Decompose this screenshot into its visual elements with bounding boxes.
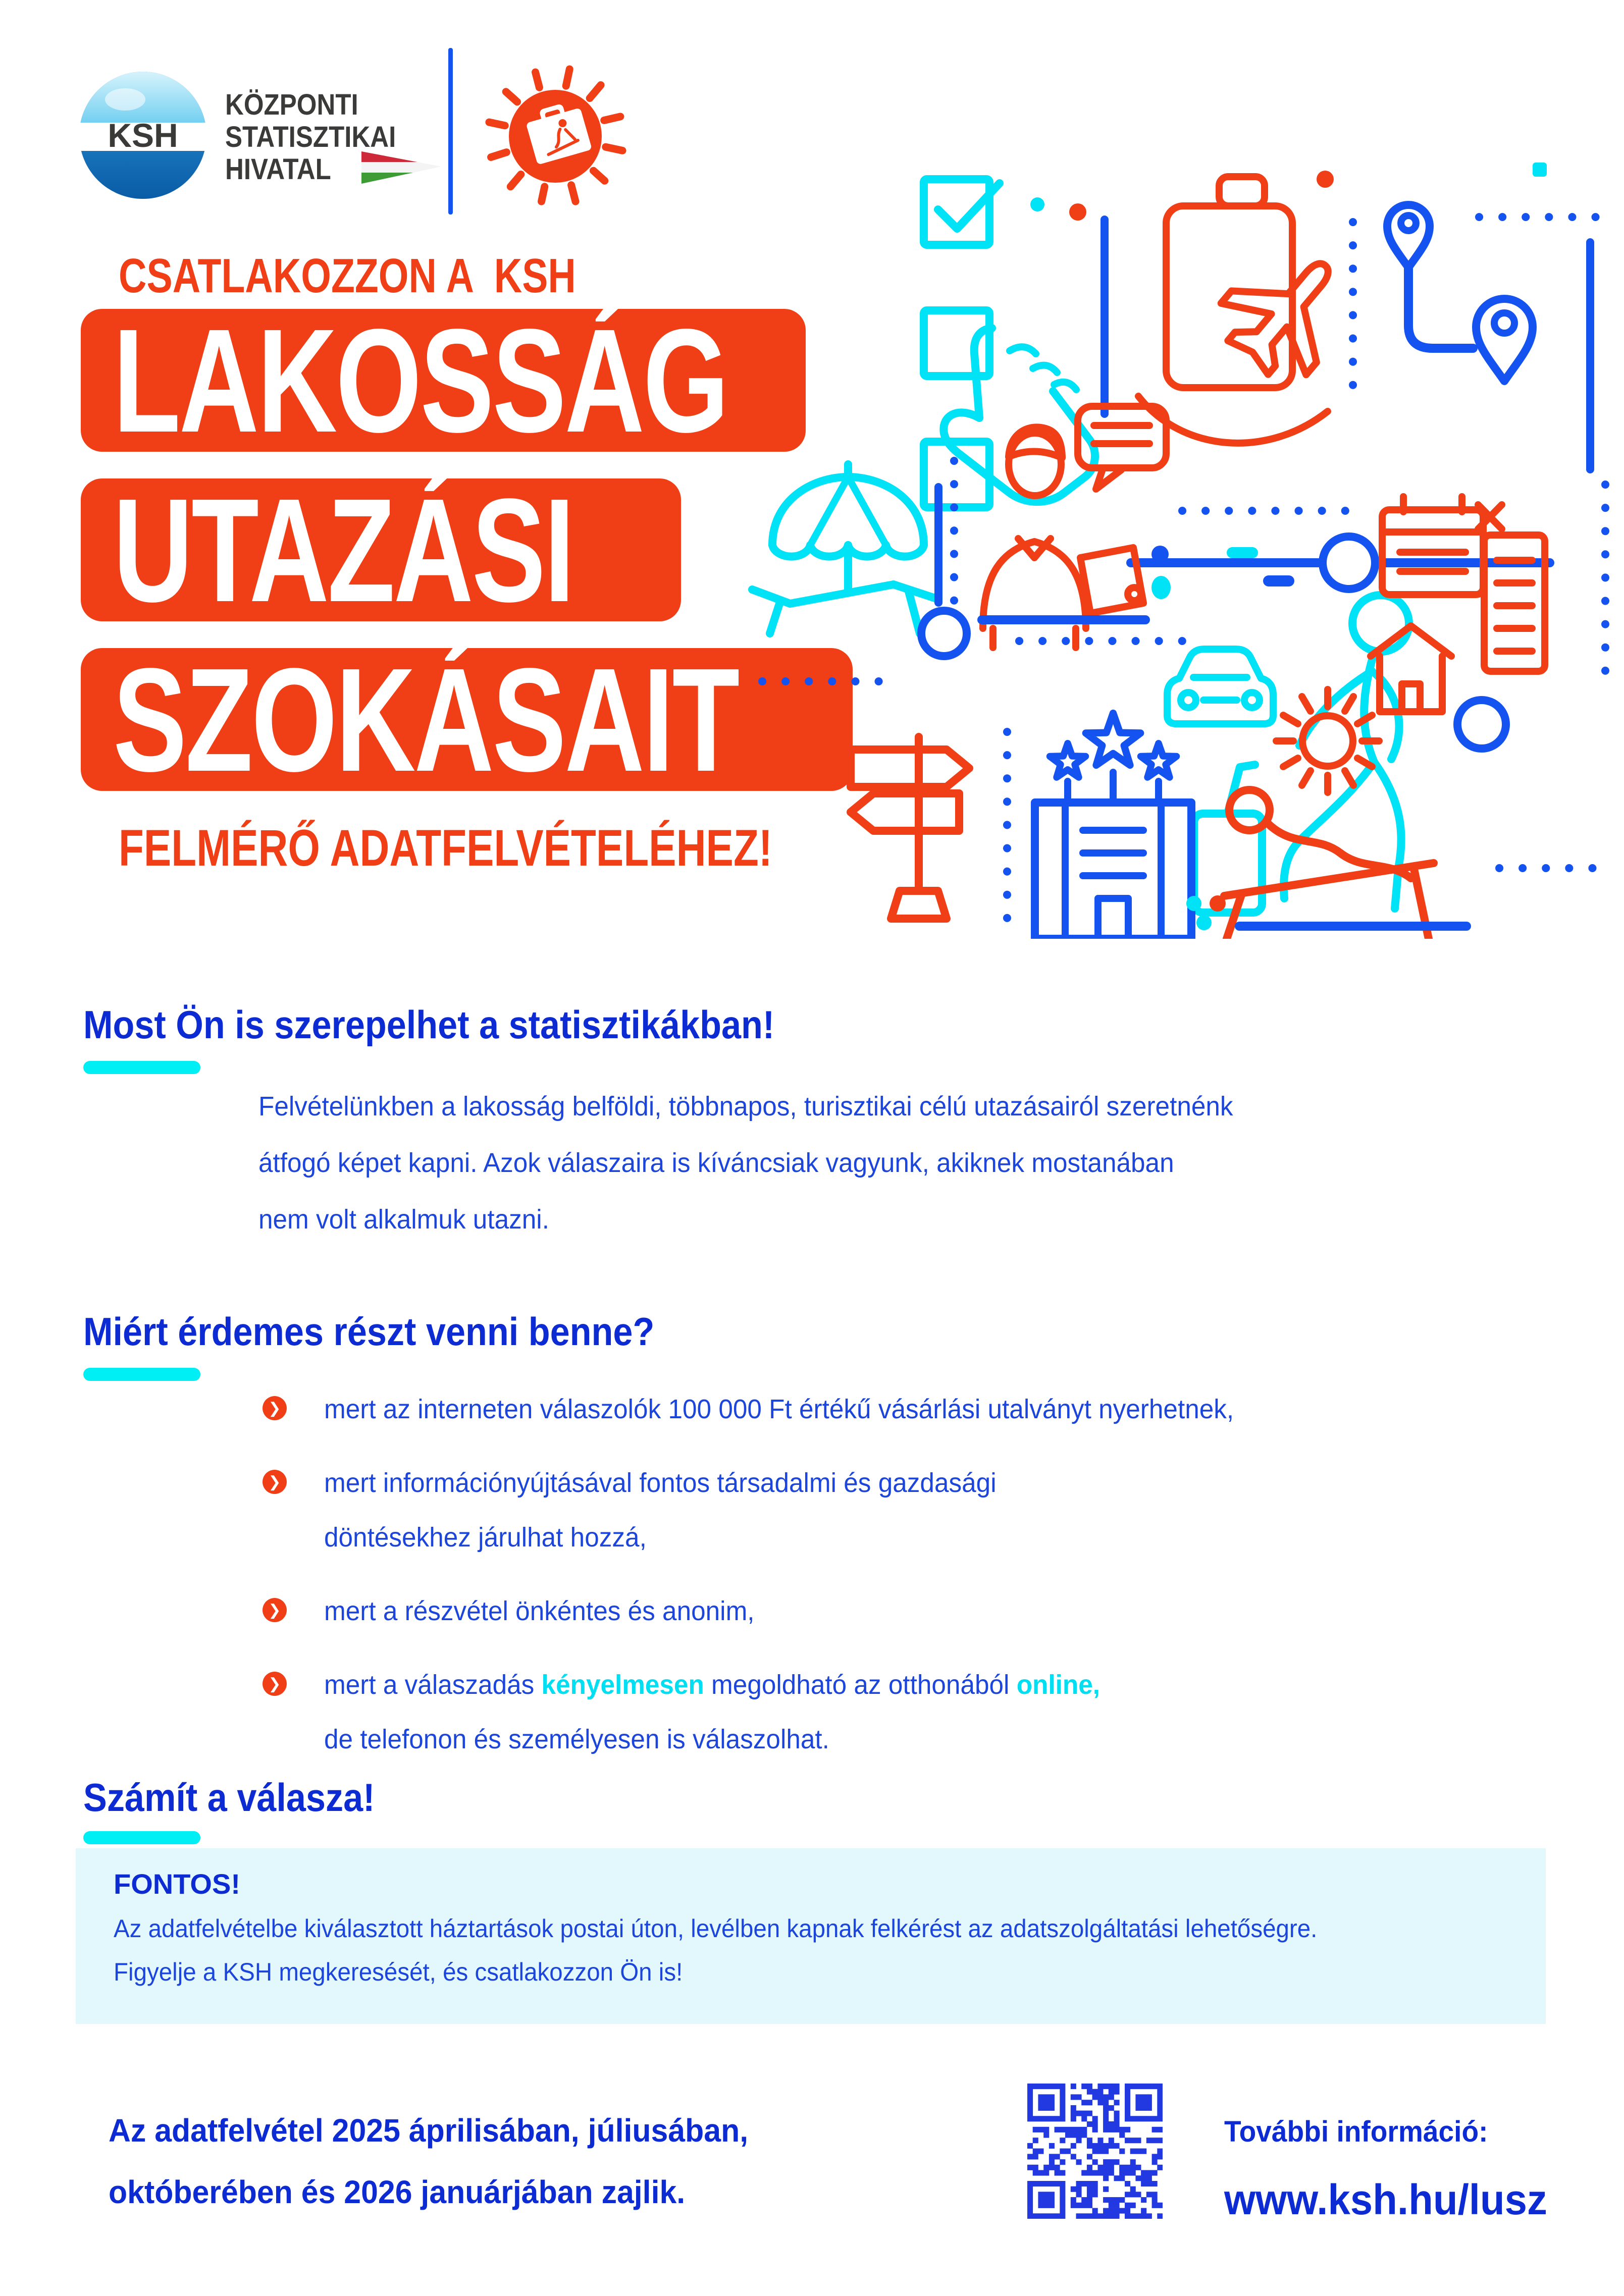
text-line: nem volt alkalmuk utazni. bbox=[258, 1204, 549, 1235]
suitcase-airplane-icon bbox=[1138, 177, 1368, 443]
route-node bbox=[1457, 700, 1506, 749]
text-line: Figyelje a KSH megkeresését, és csatlakozzon Ön is! bbox=[114, 1958, 683, 1986]
why-bullet: ❯ mert a válaszadás kényelmesen megoldható az otthonából online, de telefonon és személyesen is válaszolhat. bbox=[263, 1658, 1282, 1767]
accent-dot bbox=[1151, 546, 1169, 563]
accent-dot bbox=[1069, 203, 1086, 221]
bullet-arrow-icon: ❯ bbox=[263, 1598, 287, 1622]
bullet-arrow-icon: ❯ bbox=[263, 1470, 287, 1494]
signpost-icon bbox=[851, 737, 969, 919]
header-divider bbox=[448, 48, 453, 215]
qr-code bbox=[1027, 2084, 1163, 2219]
schedule-text bbox=[109, 2100, 782, 2223]
accent-pill bbox=[1263, 575, 1294, 586]
why-bullet: ❯ mert az interneten válaszolók 100 000 Ft értékű vásárlási utalványt nyerhetnek, bbox=[263, 1382, 1282, 1436]
why-bullet: ❯ mert információnyújtásával fontos társadalmi és gazdasági döntésekhez járulhat hozzá, bbox=[263, 1456, 1282, 1565]
url-link[interactable]: www.ksh.hu/lusz bbox=[1224, 2176, 1547, 2223]
kicker: CSATLAKOZZON A KSH bbox=[119, 249, 576, 303]
text-line: Felvételünkben a lakosság belföldi, többnapos, turisztikai célú utazásairól szeretnénk bbox=[258, 1091, 1233, 1122]
person-speech-bubble-icon bbox=[983, 406, 1166, 648]
accent-dot bbox=[1317, 171, 1334, 188]
title-word-szokasait: SZOKÁSAIT bbox=[81, 648, 853, 791]
pointing-hand-icon bbox=[944, 328, 1095, 502]
accent-dot bbox=[1151, 576, 1171, 599]
ksh-acronym: KSH bbox=[108, 117, 178, 154]
document-list-icon bbox=[1484, 535, 1545, 671]
route-node bbox=[921, 611, 967, 656]
matters-underline bbox=[83, 1831, 200, 1844]
sun-skier-logo-icon bbox=[482, 63, 628, 209]
text-line: októberében és 2026 januárjában zajlik. bbox=[109, 2174, 686, 2210]
accent-square bbox=[1533, 163, 1547, 177]
intro-paragraph bbox=[258, 1078, 1284, 1248]
title-word-utazasi: UTAZÁSI bbox=[81, 478, 681, 621]
matters-heading: Számít a válasza! bbox=[83, 1775, 375, 1820]
bullet-arrow-icon: ❯ bbox=[263, 1396, 287, 1420]
calendar-icon bbox=[1382, 497, 1483, 595]
travel-illustration bbox=[747, 151, 1624, 939]
text-line: Az adatfelvétel 2025 áprilisában, júliusában, bbox=[109, 2112, 749, 2149]
bullet-arrow-icon: ❯ bbox=[263, 1672, 287, 1696]
why-underline bbox=[83, 1368, 200, 1381]
accent-dot bbox=[1030, 197, 1044, 211]
org-name: KÖZPONTI STATISZTIKAI HIVATAL bbox=[225, 88, 396, 186]
text-line: átfogó képet kapni. Azok válaszaira is kíváncsiak vagyunk, akiknek mostanában bbox=[258, 1148, 1174, 1178]
accent-dot bbox=[1210, 895, 1226, 912]
accent-pill bbox=[1227, 547, 1258, 558]
why-bullet-list bbox=[263, 1382, 1282, 1786]
hungarian-flag-arrow-icon bbox=[361, 151, 442, 185]
accent-dot bbox=[1186, 896, 1201, 911]
fontos-label: FONTOS! bbox=[114, 1868, 240, 1900]
text-line: Az adatfelvételbe kiválasztott háztartások postai úton, levélben kapnak felkérést az adatszolgáltatási lehetőségre. bbox=[114, 1914, 1318, 1943]
hero-subtitle: FELMÉRŐ ADATFELVÉTELÉHEZ! bbox=[119, 819, 772, 877]
title-word-lakossag: LAKOSSÁG bbox=[81, 309, 806, 452]
ksh-logo-sphere bbox=[76, 68, 210, 202]
map-pins-icon bbox=[1387, 205, 1533, 381]
info-label: További információ: bbox=[1224, 2115, 1488, 2148]
intro-heading: Most Ön is szerepelhet a statisztikákban! bbox=[83, 1002, 775, 1047]
fontos-text bbox=[114, 1907, 1381, 1994]
car-icon bbox=[1167, 649, 1273, 724]
why-bullet: ❯ mert a részvétel önkéntes és anonim, bbox=[263, 1584, 1282, 1638]
house-icon bbox=[1371, 626, 1451, 712]
beach-umbrella-icon bbox=[752, 464, 936, 633]
hotel-three-stars-icon bbox=[1035, 713, 1191, 939]
why-heading: Miért érdemes részt venni benne? bbox=[83, 1309, 655, 1354]
intro-underline bbox=[83, 1061, 200, 1074]
